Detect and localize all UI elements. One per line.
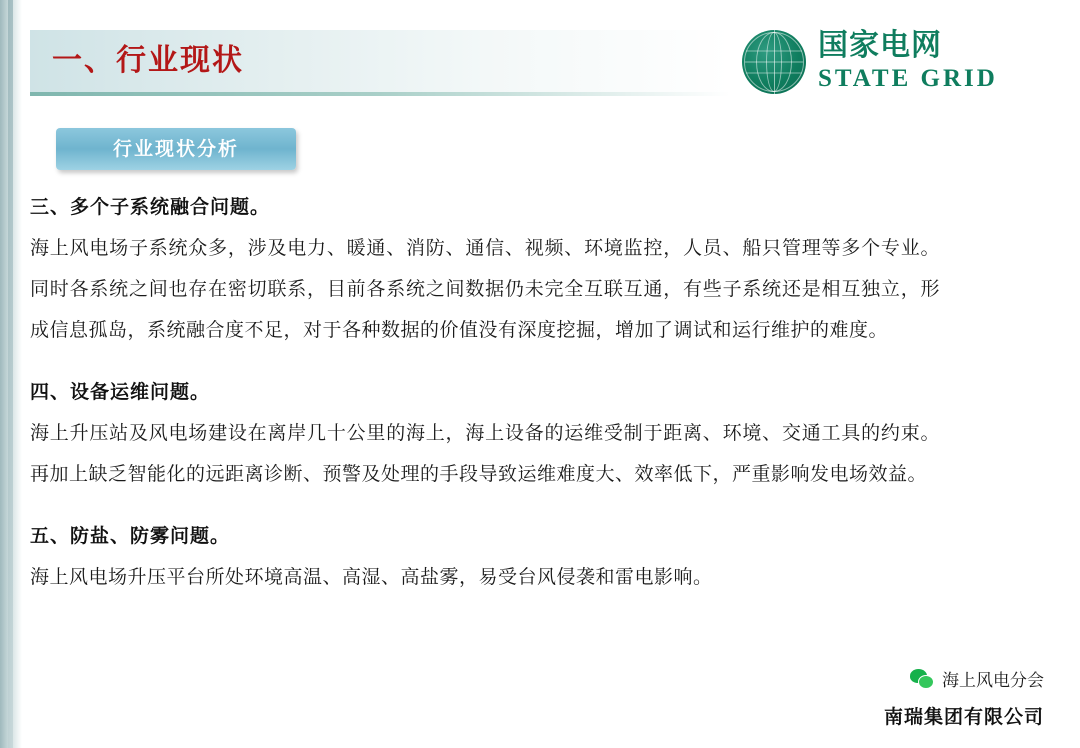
section-subheading-label: 行业现状分析: [112, 138, 239, 160]
page-title: 一、行业现状: [52, 43, 244, 78]
section-heading: 五、防盐、防雾问题。: [30, 525, 231, 547]
section-paragraph: 海上风电场子系统众多，涉及电力、暖通、消防、通信、视频、环境监控，人员、船只管理等多个专业。同时各系统之间也存在密切联系，目前各系统之间数据仍未完全互联互通，有些子系统还是相互独立，形成信息孤岛，系统融合度不足，对于各种数据的价值没有深度挖掘，增加了调试和运行维护的难度。: [30, 238, 940, 341]
slide-body-content: [30, 192, 940, 624]
section-paragraph: 海上升压站及风电场建设在离岸几十公里的海上，海上设备的运维受制于距离、环境、交通工具的约束。再加上缺乏智能化的远距离诊断、预警及处理的手段导致运维难度大、效率低下，严重影响发电场效益。: [30, 423, 940, 485]
title-banner-underline: [30, 92, 730, 96]
content-section-3: [30, 521, 940, 598]
wechat-bubble-small: [918, 675, 934, 689]
state-grid-globe-icon: [742, 30, 806, 94]
wechat-icon: [910, 669, 934, 689]
section-paragraph: 海上风电场升压平台所处环境高温、高湿、高盐雾，易受台风侵袭和雷电影响。: [30, 567, 713, 588]
content-section-1: [30, 192, 940, 351]
slide-footer: [794, 666, 1044, 738]
left-edge-inner-stripe: [8, 0, 13, 748]
globe-equator-line: [745, 62, 803, 63]
content-section-2: [30, 377, 940, 495]
logo-english-name: STATE GRID: [818, 65, 998, 92]
wechat-account-name: 海上风电分会: [942, 671, 1044, 691]
company-name: 南瑞集团有限公司: [883, 706, 1044, 728]
left-edge-decoration: [0, 0, 22, 748]
wechat-account-row: [910, 666, 1044, 691]
logo-chinese-name: 国家电网: [818, 28, 942, 63]
logo-text-block: [818, 28, 998, 94]
section-heading: 三、多个子系统融合问题。: [30, 196, 271, 218]
section-subheading-pill: [56, 128, 296, 170]
state-grid-logo: [742, 28, 1042, 98]
section-heading: 四、设备运维问题。: [30, 381, 211, 403]
globe-latitude-line-upper: [746, 51, 802, 52]
globe-latitude-line-lower: [746, 72, 802, 73]
